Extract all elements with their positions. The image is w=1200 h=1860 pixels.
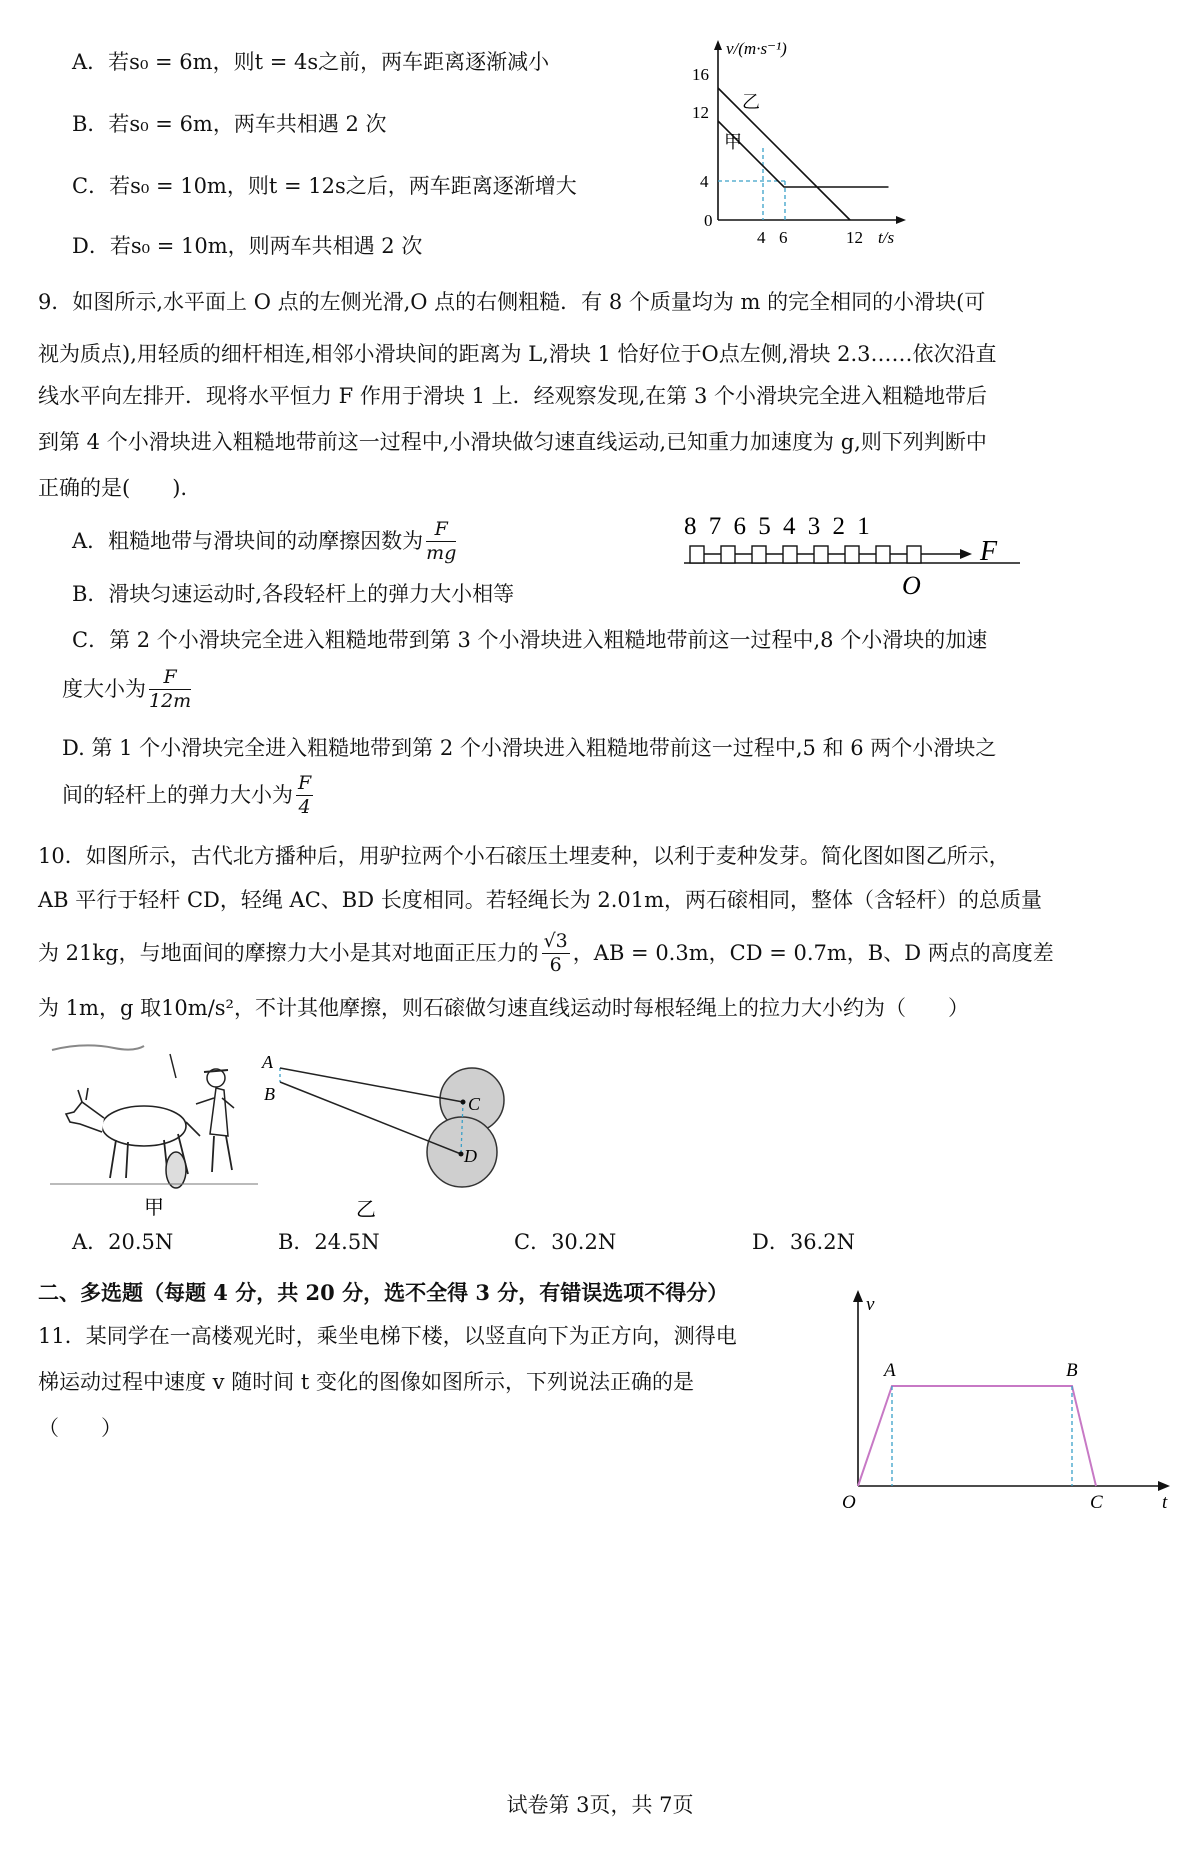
fraction-denominator: 12m — [149, 690, 192, 712]
q9-block-numbers: 8 7 6 5 4 3 2 1 — [684, 513, 873, 540]
q10-ratio-fraction — [542, 932, 570, 975]
q9-option-d-text: 间的轻杆上的弹力大小为 — [62, 783, 293, 807]
q9-line-1: 9．如图所示,水平面上 O 点的左侧光滑,O 点的右侧粗糙．有 8 个质量均为 m 的完全相同的小滑块(可 — [38, 290, 986, 314]
q8-option-a: A．若s₀ = 6m，则t = 4s之前，两车距离逐渐减小 — [72, 50, 550, 74]
q10-point-d: D — [464, 1146, 477, 1166]
q8-x-label: t/s — [878, 228, 895, 247]
fraction-denominator: 4 — [298, 796, 311, 818]
q8-ytick-0: 0 — [704, 211, 713, 230]
q9-blocks — [690, 546, 921, 563]
q8-series-line-2 — [718, 121, 889, 187]
q10-point-b: B — [264, 1084, 275, 1104]
q11-velocity-line — [858, 1386, 1096, 1486]
q9-option-c-text: 度大小为 — [62, 677, 146, 701]
q9-option-c-line-2 — [62, 668, 194, 711]
q11-vt-graph — [840, 1286, 1180, 1510]
q8-xtick-4: 4 — [757, 228, 766, 247]
fraction-denominator: mg — [426, 542, 457, 564]
q8-xtick-6: 6 — [779, 228, 788, 247]
q8-series-line-1 — [718, 88, 850, 220]
q10-line-3-part-a: 为 21kg，与地面间的摩擦力大小是其对地面正压力的 — [38, 941, 539, 965]
q10-figure-yi-diagram — [258, 1038, 558, 1218]
q8-vt-graph — [690, 38, 920, 253]
fraction-numerator: √3 — [543, 930, 568, 952]
q9-option-a-text: A．粗糙地带与滑块间的动摩擦因数为 — [72, 529, 424, 553]
q9-option-a-fraction — [426, 520, 456, 563]
q9-option-a — [72, 520, 459, 563]
q10-rope-bd — [280, 1082, 461, 1154]
q8-xtick-12: 12 — [846, 228, 863, 247]
q11-line-1: 11．某同学在一高楼观光时，乘坐电梯下楼，以竖直向下为正方向，测得电 — [38, 1324, 737, 1348]
q10-figure-jia-label: 甲 — [144, 1197, 164, 1218]
q10-point-c: C — [468, 1094, 481, 1114]
q9-option-c-line-1: C．第 2 个小滑块完全进入粗糙地带到第 3 个小滑块进入粗糙地带前这一过程中,8 个小滑块的加速 — [72, 628, 988, 652]
q10-figure-jia-illustration — [44, 1038, 264, 1218]
fraction-denominator: 6 — [549, 954, 562, 976]
q10-option-a: A．20.5N — [72, 1230, 174, 1254]
q8-option-d: D．若s₀ = 10m，则两车共相遇 2 次 — [72, 234, 423, 258]
q9-option-d-fraction — [296, 774, 313, 817]
q8-ytick-12: 12 — [692, 103, 709, 122]
fraction-numerator: F — [426, 520, 456, 542]
q9-sliders-figure — [680, 508, 1050, 598]
q8-ytick-16: 16 — [692, 65, 709, 84]
q11-point-a: A — [884, 1360, 896, 1381]
q9-option-d-line-1: D. 第 1 个小滑块完全进入粗糙地带到第 2 个小滑块进入粗糙地带前这一过程中,5 和 6 两个小滑块之 — [62, 736, 997, 760]
fraction-numerator: F — [149, 668, 191, 690]
fraction-numerator: F — [298, 772, 312, 794]
page-footer: 试卷第 3页，共 7页 — [506, 1793, 694, 1817]
q8-ytick-4: 4 — [700, 172, 709, 191]
q10-rope-ac — [280, 1068, 463, 1102]
q10-line-2: AB 平行于轻杆 CD，轻绳 AC、BD 长度相同。若轻绳长为 2.01m，两石磙相同，整体（含轻杆）的总质量 — [38, 888, 1043, 912]
q11-point-b: B — [1066, 1360, 1078, 1381]
q10-line-1: 10．如图所示，古代北方播种后，用驴拉两个小石磙压土埋麦种，以利于麦种发芽。简化图如图乙所示， — [38, 844, 1010, 868]
q8-label-yi: 乙 — [742, 92, 760, 112]
q8-y-label: v/(m·s⁻¹) — [726, 39, 787, 58]
q10-line-4: 为 1m，g 取10m/s²，不计其他摩擦，则石磙做匀速直线运动时每根轻绳上的拉力大小约为（ ） — [38, 996, 969, 1020]
q10-option-b: B．24.5N — [278, 1230, 380, 1254]
q10-point-a: A — [262, 1052, 273, 1072]
q9-line-4: 到第 4 个小滑块进入粗糙地带前这一过程中,小滑块做匀速直线运动,已知重力加速度为 g,则下列判断中 — [38, 430, 987, 454]
q9-line-5: 正确的是( ). — [38, 476, 188, 500]
q9-option-c-fraction — [149, 668, 191, 711]
q9-force-label: F — [980, 536, 998, 567]
q9-option-d-line-2 — [62, 774, 316, 817]
q8-option-b: B．若s₀ = 6m，两车共相遇 2 次 — [72, 112, 387, 136]
q10-option-c: C．30.2N — [514, 1230, 617, 1254]
q9-origin-label: O — [902, 571, 921, 598]
q11-t-label: t — [1162, 1492, 1168, 1510]
q11-v-label: v — [866, 1294, 875, 1315]
q8-label-jia: 甲 — [724, 132, 742, 152]
q8-option-c: C．若s₀ = 10m，则t = 12s之后，两车距离逐渐增大 — [72, 174, 577, 198]
q9-line-2: 视为质点),用轻质的细杆相连,相邻小滑块间的距离为 L,滑块 1 恰好位于O点左侧,滑块 2.3……依次沿直 — [38, 342, 997, 366]
section-2-title: 二、多选题（每题 4 分，共 20 分，选不全得 3 分，有错误选项不得分） — [38, 1280, 729, 1305]
q9-option-b: B．滑块匀速运动时,各段轻杆上的弹力大小相等 — [72, 582, 515, 606]
q11-line-3: （ ） — [38, 1416, 122, 1440]
q10-option-d: D．36.2N — [752, 1230, 855, 1254]
q10-line-3 — [38, 932, 1054, 975]
q11-point-c: C — [1090, 1492, 1103, 1510]
q9-line-3: 线水平向左排开．现将水平恒力 F 作用于滑块 1 上．经观察发现,在第 3 个小滑块完全进入粗糙地带后 — [38, 384, 988, 408]
q11-line-2: 梯运动过程中速度 v 随时间 t 变化的图像如图所示，下列说法正确的是 — [38, 1370, 695, 1394]
q10-figure-yi-label: 乙 — [356, 1199, 376, 1218]
q11-origin-label: O — [842, 1492, 856, 1510]
q10-line-3-part-b: ，AB = 0.3m，CD = 0.7m，B、D 两点的高度差 — [572, 941, 1054, 965]
